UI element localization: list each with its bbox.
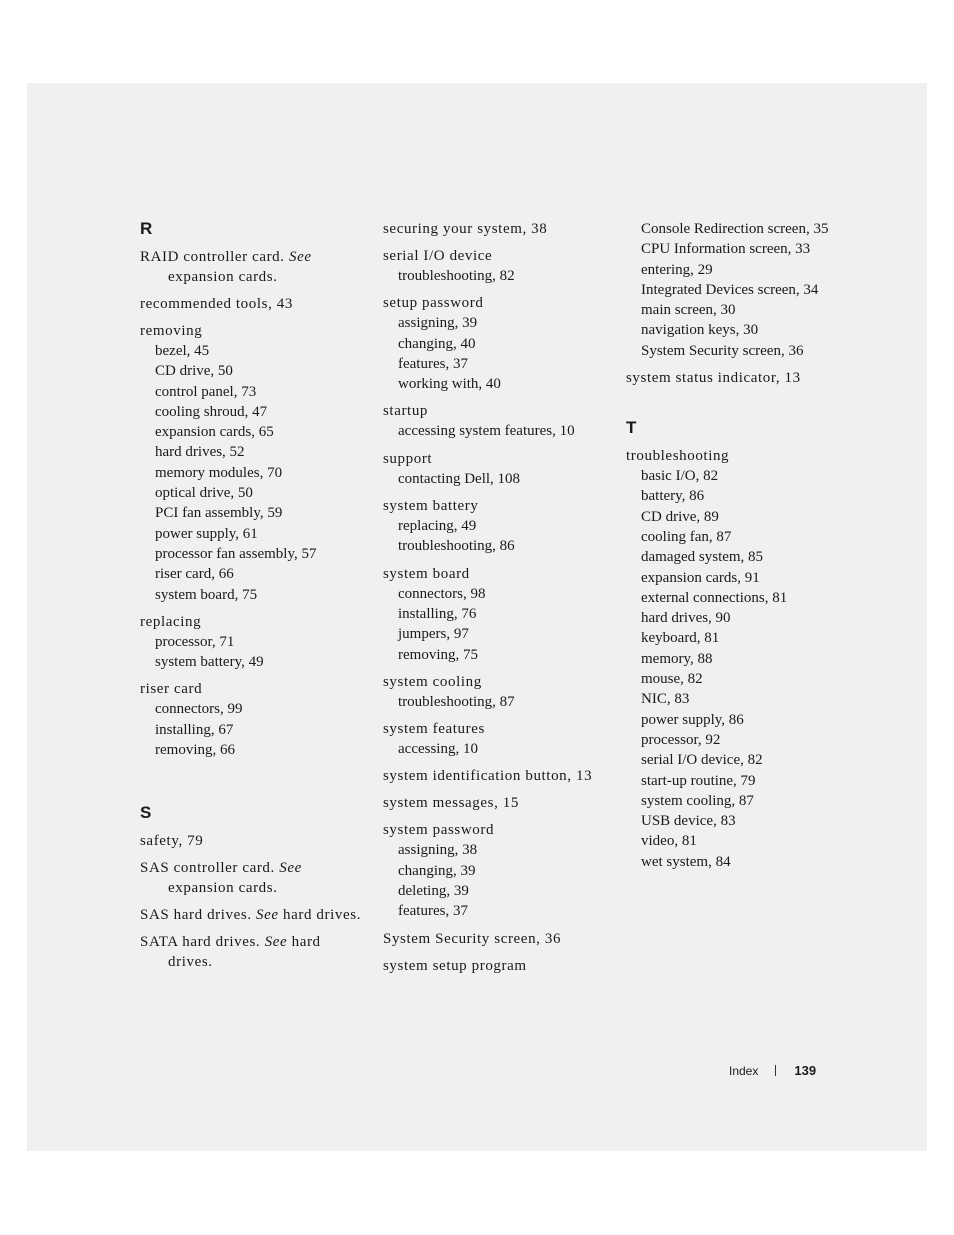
index-subentry: troubleshooting, 87 <box>398 693 515 710</box>
index-subentry: hard drives, 52 <box>155 444 245 461</box>
system-features-subentries <box>383 739 608 759</box>
index-column-left <box>140 219 365 979</box>
see-label: See <box>264 934 288 951</box>
index-entry-setup-password: setup password assigning, 39 changing, 40 features, 37 working with, 40 <box>383 293 608 394</box>
index-subentry: memory, 88 <box>641 650 713 667</box>
entry-text: RAID controller card. <box>140 249 285 265</box>
see-target: hard drives. <box>168 934 321 971</box>
index-entry-securing: securing your system, 38 <box>383 221 548 237</box>
index-subentry: System Security screen, 36 <box>641 342 804 359</box>
index-subentry: video, 81 <box>641 833 697 850</box>
index-subentry: processor, 92 <box>641 731 721 748</box>
index-entry-system-identification: system identification button, 13 <box>383 768 593 785</box>
index-subentry: CD drive, 89 <box>641 508 719 525</box>
index-entry-riser-card: riser card connectors, 99 installing, 67 removing, 66 <box>140 679 365 760</box>
index-subentry: memory modules, 70 <box>155 464 283 481</box>
entry-text: SAS controller card. <box>140 860 275 877</box>
index-subentry: CD drive, 50 <box>155 363 233 380</box>
index-subentry: processor, 71 <box>155 633 235 650</box>
index-subentry: mouse, 82 <box>641 671 703 688</box>
index-entry-replacing: replacing processor, 71 system battery, 49 <box>140 612 365 673</box>
index-subentry: serial I/O device, 82 <box>641 752 763 769</box>
index-subentry: hard drives, 90 <box>641 610 731 627</box>
index-subentry: processor fan assembly, 57 <box>155 545 317 562</box>
index-subentry: CPU Information screen, 33 <box>641 241 811 258</box>
see-target: expansion cards. <box>168 880 278 897</box>
index-entry-sata-hard-drives <box>140 932 365 972</box>
index-entry-system-features: system features accessing, 10 <box>383 719 608 759</box>
index-subentry: deleting, 39 <box>398 883 469 900</box>
index-subentry: changing, 39 <box>398 862 476 879</box>
section-letter-r: R <box>140 219 153 238</box>
index-subentry: assigning, 39 <box>398 315 478 332</box>
index-entry-system-cooling: system cooling troubleshooting, 87 <box>383 672 608 712</box>
support-subentries <box>383 469 608 489</box>
setup-password-subentries <box>383 313 608 394</box>
removing-subentries <box>140 341 365 605</box>
system-board-subentries <box>383 584 608 665</box>
index-entry-sas-controller <box>140 858 365 898</box>
index-entry-support: support contacting Dell, 108 <box>383 449 608 489</box>
index-entry-startup: startup accessing system features, 10 <box>383 401 608 441</box>
index-column-right <box>626 219 851 879</box>
index-subentry: changing, 40 <box>398 335 476 352</box>
entry-text: SATA hard drives. <box>140 934 261 951</box>
system-battery-subentries <box>383 516 608 557</box>
index-subentry: Integrated Devices screen, 34 <box>641 281 819 298</box>
page-footer <box>729 1064 816 1078</box>
footer-section-label: Index <box>729 1064 759 1078</box>
index-subentry: connectors, 98 <box>398 585 486 602</box>
system-cooling-subentries <box>383 692 608 712</box>
see-target: hard drives. <box>283 907 362 924</box>
index-subentry: assigning, 38 <box>398 842 478 859</box>
entry-text: SAS hard drives. <box>140 907 252 924</box>
system-password-subentries <box>383 840 608 921</box>
index-subentry: main screen, 30 <box>641 302 736 319</box>
index-entry-recommended-tools: recommended tools, 43 <box>140 296 293 312</box>
index-entry-removing: removing bezel, 45 CD drive, 50 control panel, 73 cooling shroud, 47 expansion cards, 65 hard drives, 52 memory modules, 70 optical drive, 50 PCI fan assembly, 59 power supply, 61 processor fan assembly, 57 riser card, 66 system board, 75 <box>140 321 365 605</box>
see-label: See <box>256 907 279 924</box>
index-entry-system-setup: system setup program <box>383 957 527 974</box>
index-entry-raid <box>140 247 365 287</box>
index-subentry: damaged system, 85 <box>641 549 764 566</box>
index-subentry: riser card, 66 <box>155 566 234 583</box>
index-entry-sas-hard-drives <box>140 905 365 925</box>
index-subentry: wet system, 84 <box>641 853 731 870</box>
index-subentry: PCI fan assembly, 59 <box>155 505 283 522</box>
index-entry-system-messages: system messages, 15 <box>383 795 519 812</box>
section-letter-s: S <box>140 803 152 823</box>
index-subentry: navigation keys, 30 <box>641 322 759 339</box>
see-target: expansion cards. <box>168 269 278 285</box>
troubleshooting-subentries <box>626 466 851 872</box>
index-entry-safety: safety, 79 <box>140 833 204 850</box>
index-subentry: system battery, 49 <box>155 654 264 671</box>
section-letter-t: T <box>626 418 637 438</box>
index-subentry: cooling fan, 87 <box>641 528 732 545</box>
index-subentry: control panel, 73 <box>155 383 257 400</box>
index-subentry: battery, 86 <box>641 488 705 505</box>
index-entry-system-password: system password assigning, 38 changing, 39 deleting, 39 features, 37 <box>383 820 608 921</box>
index-subentry: removing, 66 <box>155 742 235 759</box>
index-subentry: troubleshooting, 86 <box>398 538 515 555</box>
index-subentry: bezel, 45 <box>155 343 210 359</box>
index-subentry: troubleshooting, 82 <box>398 268 515 284</box>
index-subentry: working with, 40 <box>398 376 501 393</box>
index-subentry: Console Redirection screen, 35 <box>641 221 829 237</box>
startup-subentries <box>383 421 608 441</box>
replacing-subentries <box>140 632 365 673</box>
index-entry-system-setup-continued <box>626 219 851 361</box>
see-label: See <box>279 860 302 877</box>
index-subentry: cooling shroud, 47 <box>155 403 268 420</box>
riser-card-subentries <box>140 699 365 760</box>
system-setup-subentries <box>626 219 851 361</box>
see-label: See <box>289 249 312 265</box>
index-subentry: basic I/O, 82 <box>641 468 719 485</box>
index-entry-troubleshooting: troubleshooting basic I/O, 82 battery, 86 CD drive, 89 cooling fan, 87 damaged system, 85 expansion cards, 91 external connections, 81 hard drives, 90 keyboard, 81 memory, 88 mouse, 82 NIC, 83 power supply, 86 processor, 92 serial I/O device, 82 start-up routine, 79 system cooling, 87 USB device, 83 video, 81 wet system, 84 <box>626 446 851 872</box>
index-subentry: system cooling, 87 <box>641 792 754 809</box>
index-entry-system-battery: system battery replacing, 49 troubleshooting, 86 <box>383 496 608 557</box>
index-entry-serial-io: serial I/O device troubleshooting, 82 <box>383 246 608 286</box>
index-subentry: USB device, 83 <box>641 813 736 830</box>
index-subentry: accessing, 10 <box>398 741 478 758</box>
page-number: 139 <box>794 1063 817 1078</box>
index-column-middle <box>383 219 608 983</box>
index-subentry: keyboard, 81 <box>641 630 720 647</box>
index-subentry: external connections, 81 <box>641 589 788 606</box>
index-subentry: installing, 76 <box>398 605 477 622</box>
index-subentry: system board, 75 <box>155 586 258 603</box>
index-subentry: features, 37 <box>398 903 468 920</box>
index-entry-system-security: System Security screen, 36 <box>383 930 562 947</box>
index-subentry: start-up routine, 79 <box>641 772 756 789</box>
index-subentry: power supply, 61 <box>155 525 258 542</box>
index-subentry: jumpers, 97 <box>398 626 469 643</box>
index-page <box>27 83 927 1151</box>
index-subentry: accessing system features, 10 <box>398 423 575 440</box>
index-subentry: features, 37 <box>398 355 468 372</box>
index-entry-system-board: system board connectors, 98 installing, 76 jumpers, 97 removing, 75 <box>383 564 608 665</box>
index-subentry: replacing, 49 <box>398 518 477 535</box>
footer-divider <box>775 1065 776 1076</box>
index-subentry: entering, 29 <box>641 261 713 278</box>
index-entry-status-indicator: system status indicator, 13 <box>626 370 801 387</box>
index-subentry: power supply, 86 <box>641 711 744 728</box>
index-subentry: NIC, 83 <box>641 691 690 708</box>
index-subentry: expansion cards, 91 <box>641 569 760 586</box>
index-subentry: contacting Dell, 108 <box>398 470 521 487</box>
index-subentry: expansion cards, 65 <box>155 424 274 441</box>
index-subentry: optical drive, 50 <box>155 485 253 502</box>
index-subentry: removing, 75 <box>398 646 478 663</box>
index-subentry: connectors, 99 <box>155 701 243 718</box>
serial-io-subentries <box>383 266 608 286</box>
index-subentry: installing, 67 <box>155 721 234 738</box>
